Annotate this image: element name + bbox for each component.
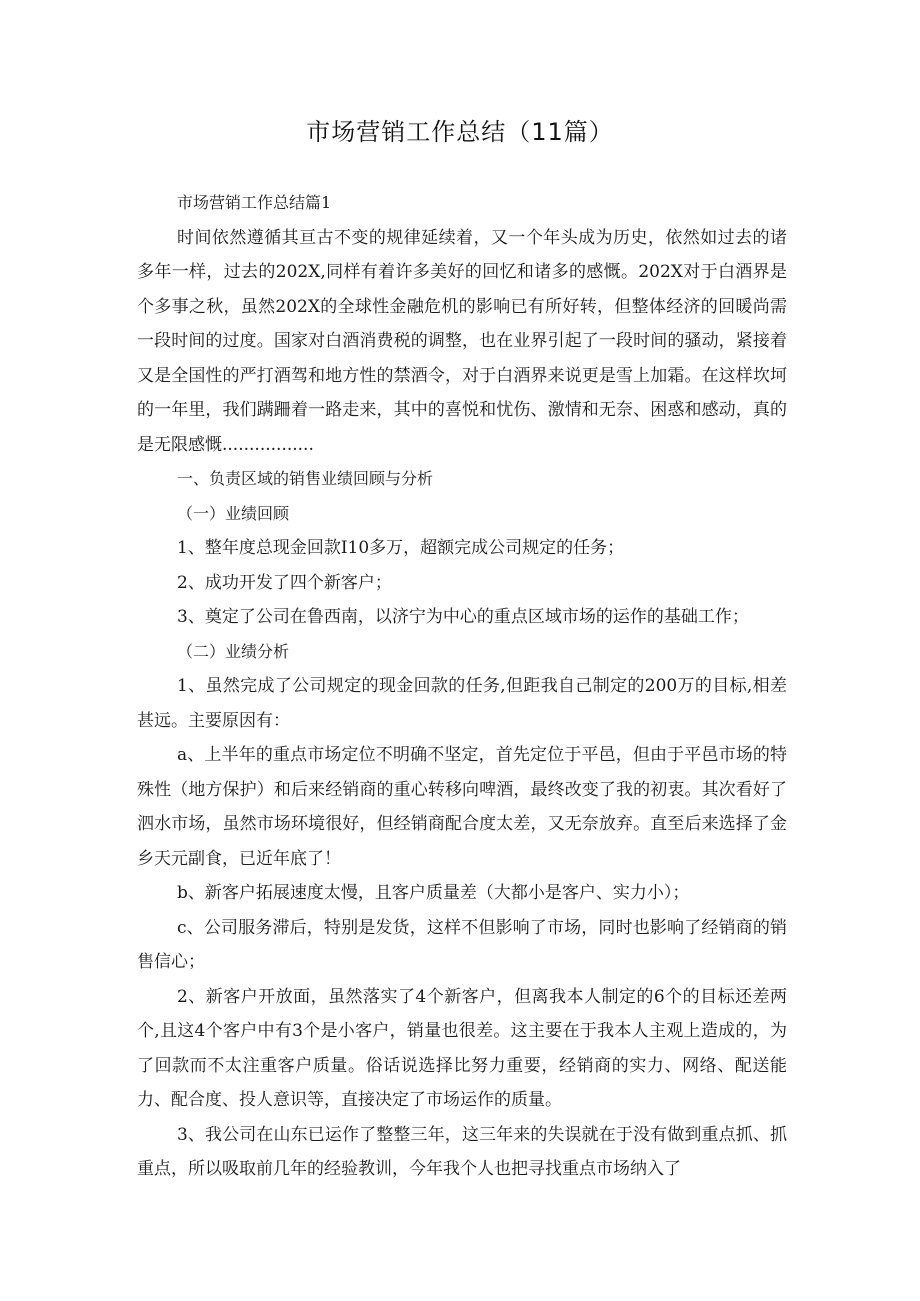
paragraph-reason-b: b、新客户拓展速度太慢，且客户质量差（大都小是客户、实力小）； — [177, 883, 690, 903]
heading-sales-review: 一、负责区域的销售业绩回顾与分析 — [177, 469, 434, 488]
document-body — [137, 186, 787, 1187]
paragraph-analysis-3: 3、我公司在山东已运作了整整三年，这三年来的失误就在于没有做到重点抓、抓重点，所以吸取前几年的经验教训，今年我个人也把寻找重点市场纳入了 — [137, 1124, 787, 1179]
paragraph-intro: 时间依然遵循其亘古不变的规律延续着，又一个年头成为历史，依然如过去的诸多年一样，过去的202X,同样有着许多美好的回忆和诸多的感慨。202X对于白酒界是个多事之秋，虽然202X的全球性金融危机的影响已有所好转，但整体经济的回暖尚需一段时间的过度。国家对白酒消费税的调整，也在业界引起了一段时间的骚动，紧接着又是全国性的严打酒驾和地方性的禁酒令，对于白酒界来说更是雪上加霜。在这样坎坷的一年里，我们蹒跚着一路走来，其中的喜悦和忧伤、激情和无奈、困惑和感动，真的是无限感慨................. — [137, 227, 787, 455]
subheading-performance-analysis: （二）业绩分析 — [177, 641, 290, 661]
section-heading: 市场营销工作总结篇1 — [177, 193, 332, 212]
list-item-cash-collection: 1、整年度总现金回款I10多万，超额完成公司规定的任务； — [177, 538, 625, 558]
paragraph-analysis-2: 2、新客户开放面，虽然落实了4个新客户，但离我本人制定的6个的目标还差两个,且这4个客户中有3个是小客户，销量也很差。这主要在于我本人主观上造成的，为了回款而不太注重客户质量。俗话说选择比努力重要，经销商的实力、网络、配送能力、配合度、投人意识等，直接决定了市场运作的质量。 — [137, 986, 787, 1110]
list-item-regional-foundation: 3、奠定了公司在鲁西南，以济宁为中心的重点区域市场的运作的基础工作； — [177, 607, 749, 627]
paragraph-analysis-1: 1、虽然完成了公司规定的现金回款的任务,但距我自己制定的200万的目标,相差甚远。主要原因有： — [137, 676, 787, 731]
paragraph-reason-a: a、上半年的重点市场定位不明确不坚定，首先定位于平邑，但由于平邑市场的特殊性（地方保护）和后来经销商的重心转移向啤酒，最终改变了我的初衷。其次看好了泗水市场，虽然市场环境很好，但经销商配合度太差，又无奈放弃。直至后来选择了金乡天元副食，已近年底了！ — [137, 745, 787, 869]
subheading-performance-review: （一）业绩回顾 — [177, 503, 290, 523]
paragraph-reason-c: c、公司服务滞后，特别是发货，这样不但影响了市场，同时也影响了经销商的销售信心； — [137, 917, 787, 972]
document-title: 市场营销工作总结（11篇） — [306, 118, 614, 146]
list-item-new-clients: 2、成功开发了四个新客户； — [177, 572, 392, 593]
